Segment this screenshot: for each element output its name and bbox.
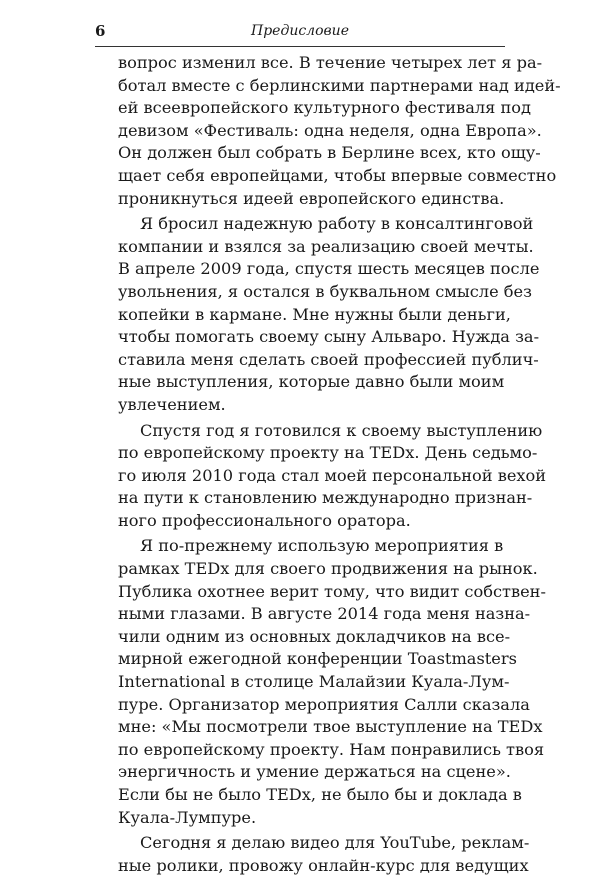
- text-line: ные ролики, провожу онлайн-курс для ведущих: [118, 855, 529, 875]
- page-number: 6: [95, 22, 106, 40]
- text-line: ставила меня сделать своей профессией публич-: [118, 349, 539, 369]
- text-line: девизом «Фестиваль: одна неделя, одна Европа».: [118, 120, 542, 140]
- text-line: мне: «Мы посмотрели твое выступление на TEDx: [118, 717, 543, 737]
- text-line: го июля 2010 года стал моей персональной вехой: [118, 465, 547, 485]
- paragraph: [118, 535, 546, 829]
- text-line: энергичность и умение держаться на сцене».: [118, 762, 511, 782]
- text-line: на пути к становлению международно признан-: [118, 488, 533, 508]
- text-line: В апреле 2009 года, спустя шесть месяцев после: [118, 259, 540, 279]
- text-line: ей всеевропейского культурного фестиваля под: [118, 98, 531, 118]
- paragraph: [118, 832, 530, 877]
- text-line: вопрос изменил все. В течение четырех лет я ра-: [118, 53, 543, 72]
- text-line: проникнуться идеей европейского единства.: [118, 188, 505, 208]
- text-line: увольнения, я остался в буквальном смысле без: [118, 281, 532, 301]
- text-line: по европейскому проекту на TEDx. День седьмо-: [118, 443, 538, 463]
- running-title: Предисловие: [251, 23, 349, 39]
- text-line: по европейскому проекту. Нам понравились твоя: [118, 739, 545, 759]
- body-text: [118, 52, 561, 880]
- text-line: чили одним из основных докладчиков на все-: [118, 626, 511, 646]
- text-line: Если бы не было TEDx, не было бы и доклада в: [118, 785, 522, 804]
- text-line: ными глазами. В августе 2014 года меня назна-: [118, 604, 531, 624]
- text-line: Он должен был собрать в Берлине всех, кто ощу-: [118, 143, 541, 163]
- text-line: чтобы помогать своему сыну Альваро. Нужда за-: [118, 327, 540, 347]
- text-line: Я по-прежнему использую мероприятия в: [140, 536, 504, 556]
- text-line: Сегодня я делаю видео для YouTube, реклам-: [140, 833, 530, 853]
- text-line: рамках TEDx для своего продвижения на рынок.: [118, 559, 538, 579]
- text-line: Куала-Лумпуре.: [118, 807, 257, 827]
- text-line: Публика охотнее верит тому, что видит собствен-: [118, 581, 546, 601]
- text-line: компании и взялся за реализацию своей мечты.: [118, 236, 534, 256]
- paragraph: [118, 420, 547, 533]
- text-line: мирной ежегодной конференции Toastmasters: [118, 649, 517, 669]
- paragraph: [118, 52, 561, 210]
- text-line: щает себя европейцами, чтобы впервые совместно: [118, 165, 557, 185]
- page-header: [95, 20, 505, 47]
- text-line: Спустя год я готовился к своему выступлению: [140, 420, 543, 440]
- text-line: ные выступления, которые давно были моим: [118, 372, 505, 392]
- text-line: увлечением.: [118, 394, 226, 414]
- text-line: пуре. Организатор мероприятия Салли сказала: [118, 694, 530, 714]
- text-line: International в столице Малайзии Куала-Лум-: [118, 672, 510, 692]
- text-line: ного профессионального оратора.: [118, 510, 411, 530]
- paragraph: [118, 213, 540, 416]
- text-line: копейки в кармане. Мне нужны были деньги,: [118, 304, 511, 324]
- text-line: Я бросил надежную работу в консалтинговой: [140, 214, 534, 234]
- text-line: ботал вместе с берлинскими партнерами над идей-: [118, 75, 561, 95]
